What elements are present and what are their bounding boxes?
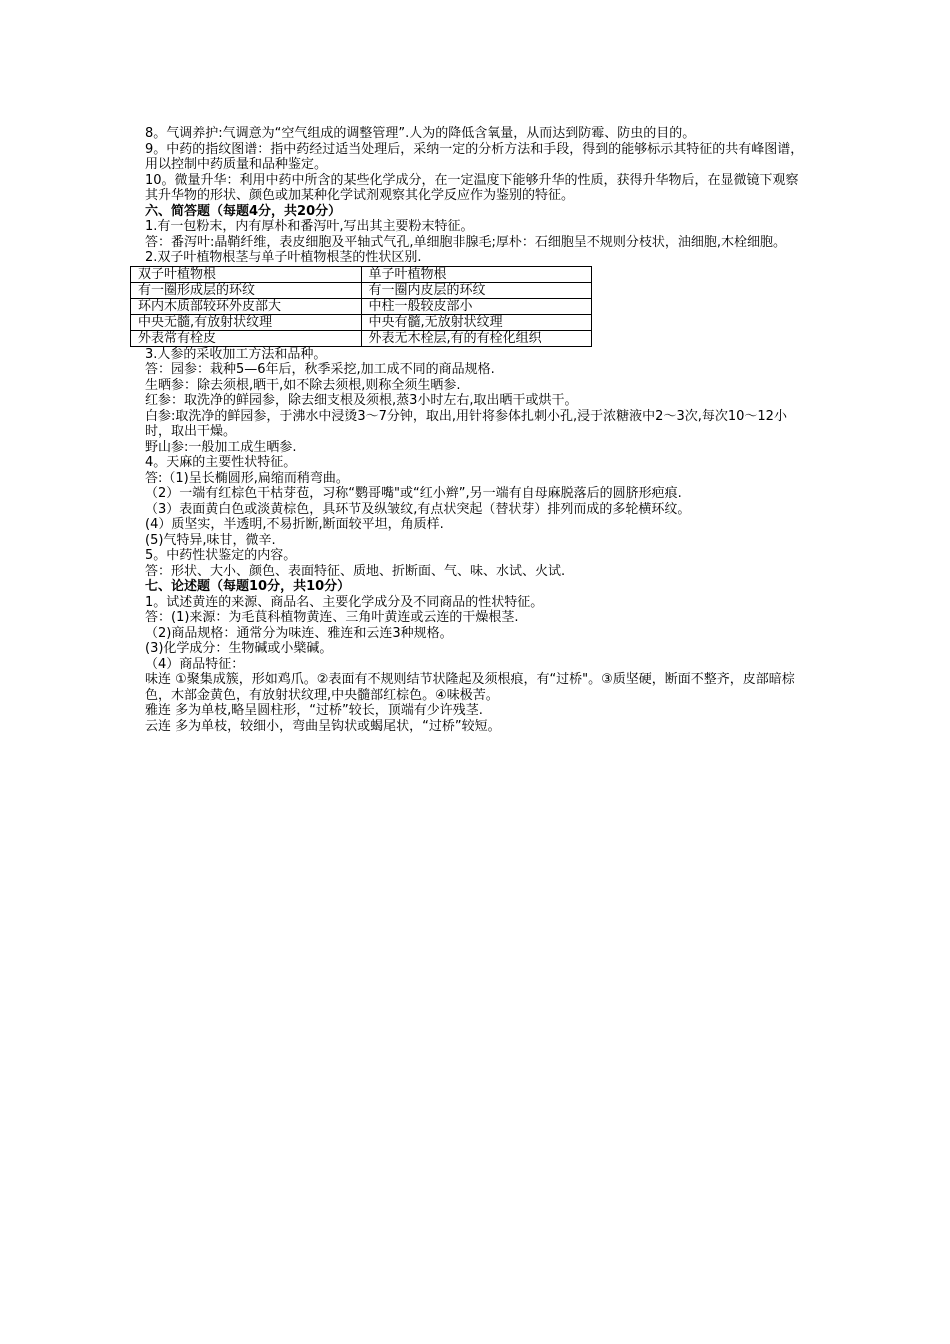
paragraph: (4）质坚实，半透明,不易折断,断面较平坦，角质样. [145,517,444,532]
paragraph: （2）一端有红棕色干枯芽苞，习称“鹦哥嘴"或“红小辫”,另一端有自母麻脱落后的圆脐形疤痕. [145,486,682,501]
paragraph: 10。微量升华：利用中药中所含的某些化学成分，在一定温度下能够升华的性质，获得升华物后，在显微镜下观察其升华物的形状、颜色或加某种化学试剂观察其化学反应作为鉴别的特征。 [145,172,799,203]
table-row [131,282,592,298]
paragraph: 1.有一包粉末，内有厚朴和番泻叶,写出其主要粉末特征。 [145,219,474,234]
table-cell: 有一圈内皮层的环纹 [361,282,592,298]
table-row [131,330,592,346]
table-header-cell: 双子叶植物根 [131,266,362,282]
table-row [131,314,592,330]
paragraph: (5)气特异,味甘，微辛. [145,532,276,548]
paragraph: 白参:取洗净的鲜园参，于沸水中浸烫3～7分钟，取出,用针将参体扎刺小孔,浸于浓糖液中2～3次,每次10～12小时，取出干燥。 [145,408,787,439]
paragraph: 云连 多为单枝，较细小，弯曲呈钩状或蝎尾状，“过桥”较短。 [145,718,501,734]
paragraph: 1。试述黄连的来源、商品名、主要化学成分及不同商品的性状特征。 [145,594,544,610]
paragraph: 5。中药性状鉴定的内容。 [145,548,297,563]
paragraph: 答：番泻叶:晶鞘纤维，表皮细胞及平轴式气孔,单细胞非腺毛;厚朴：石细胞呈不规则分枝状，油细胞,木栓细胞。 [145,234,787,250]
paragraph: 野山参:一般加工成生晒参. [145,439,297,455]
paragraph: （4）商品特征： [145,656,245,672]
short-answer-block-continued [145,347,805,580]
paragraph: 答：(1)来源：为毛茛科植物黄连、三角叶黄连或云连的干燥根茎. [145,610,519,625]
short-answer-block [145,219,805,266]
table-cell: 环内木质部较环外皮部大 [131,298,362,314]
paragraph: 红参：取洗净的鲜园参，除去细支根及须根,蒸3小时左右,取出晒干或烘干。 [145,393,578,408]
paragraph: 答:（1)呈长椭圆形,扁缩而稍弯曲。 [145,470,349,486]
paragraph: 答：园参：栽种5—6年后，秋季采挖,加工成不同的商品规格. [145,362,495,377]
definitions-block [145,126,805,204]
paragraph: 4。天麻的主要性状特征。 [145,455,297,470]
table-cell: 外表常有栓皮 [131,330,362,346]
essay-block [145,595,805,735]
paragraph: 9。中药的指纹图谱：指中药经过适当处理后，采纳一定的分析方法和手段，得到的能够标示其特征的共有峰图谱，用以控制中药质量和品种鉴定。 [145,141,804,172]
table-header-row [131,266,592,282]
section-heading-essay: 七、论述题（每题10分，共10分） [145,579,351,594]
paragraph: （3）表面黄白色或淡黄棕色，具环节及纵皱纹,有点状突起（替状芽）排列而成的多轮横环纹。 [145,501,691,517]
table-cell: 中柱一般较皮部小 [361,298,592,314]
paragraph: （2)商品规格：通常分为味连、雅连和云连3种规格。 [145,625,453,641]
table-cell: 中央无髓,有放射状纹理 [131,314,362,330]
paragraph: 生晒参：除去须根,晒干,如不除去须根,则称全须生晒参. [145,377,461,393]
table-cell: 外表无木栓层,有的有栓化组织 [361,330,592,346]
paragraph: 雅连 多为单枝,略呈圆柱形，“过桥”较长，顶端有少许残茎. [145,703,483,718]
paragraph: (3)化学成分：生物碱或小檗碱。 [145,641,333,656]
document-page [138,126,805,734]
table-header-cell: 单子叶植物根 [361,266,592,282]
table-cell: 有一圈形成层的环纹 [131,282,362,298]
paragraph: 答：形状、大小、颜色、表面特征、质地、折断面、气、味、水试、火试. [145,563,566,579]
paragraph: 2.双子叶植物根茎与单子叶植物根茎的性状区别. [145,250,422,265]
comparison-table [130,266,592,347]
paragraph: 味连 ①聚集成簇，形如鸡爪。②表面有不规则结节状隆起及须根痕，有“过桥"。③质坚硬，断面不整齐，皮部暗棕色，木部金黄色，有放射状纹理,中央髓部红棕色。④味极苦。 [145,672,795,703]
section-heading-short-answer: 六、简答题（每题4分，共20分） [145,203,342,219]
paragraph: 3.人参的采收加工方法和品种。 [145,346,327,362]
paragraph: 8。气调养护:气调意为“空气组成的调整管理”.人为的降低含氧量，从而达到防霉、防虫的目的。 [145,126,696,141]
table-cell: 中央有髓,无放射状纹理 [361,314,592,330]
table-row [131,298,592,314]
